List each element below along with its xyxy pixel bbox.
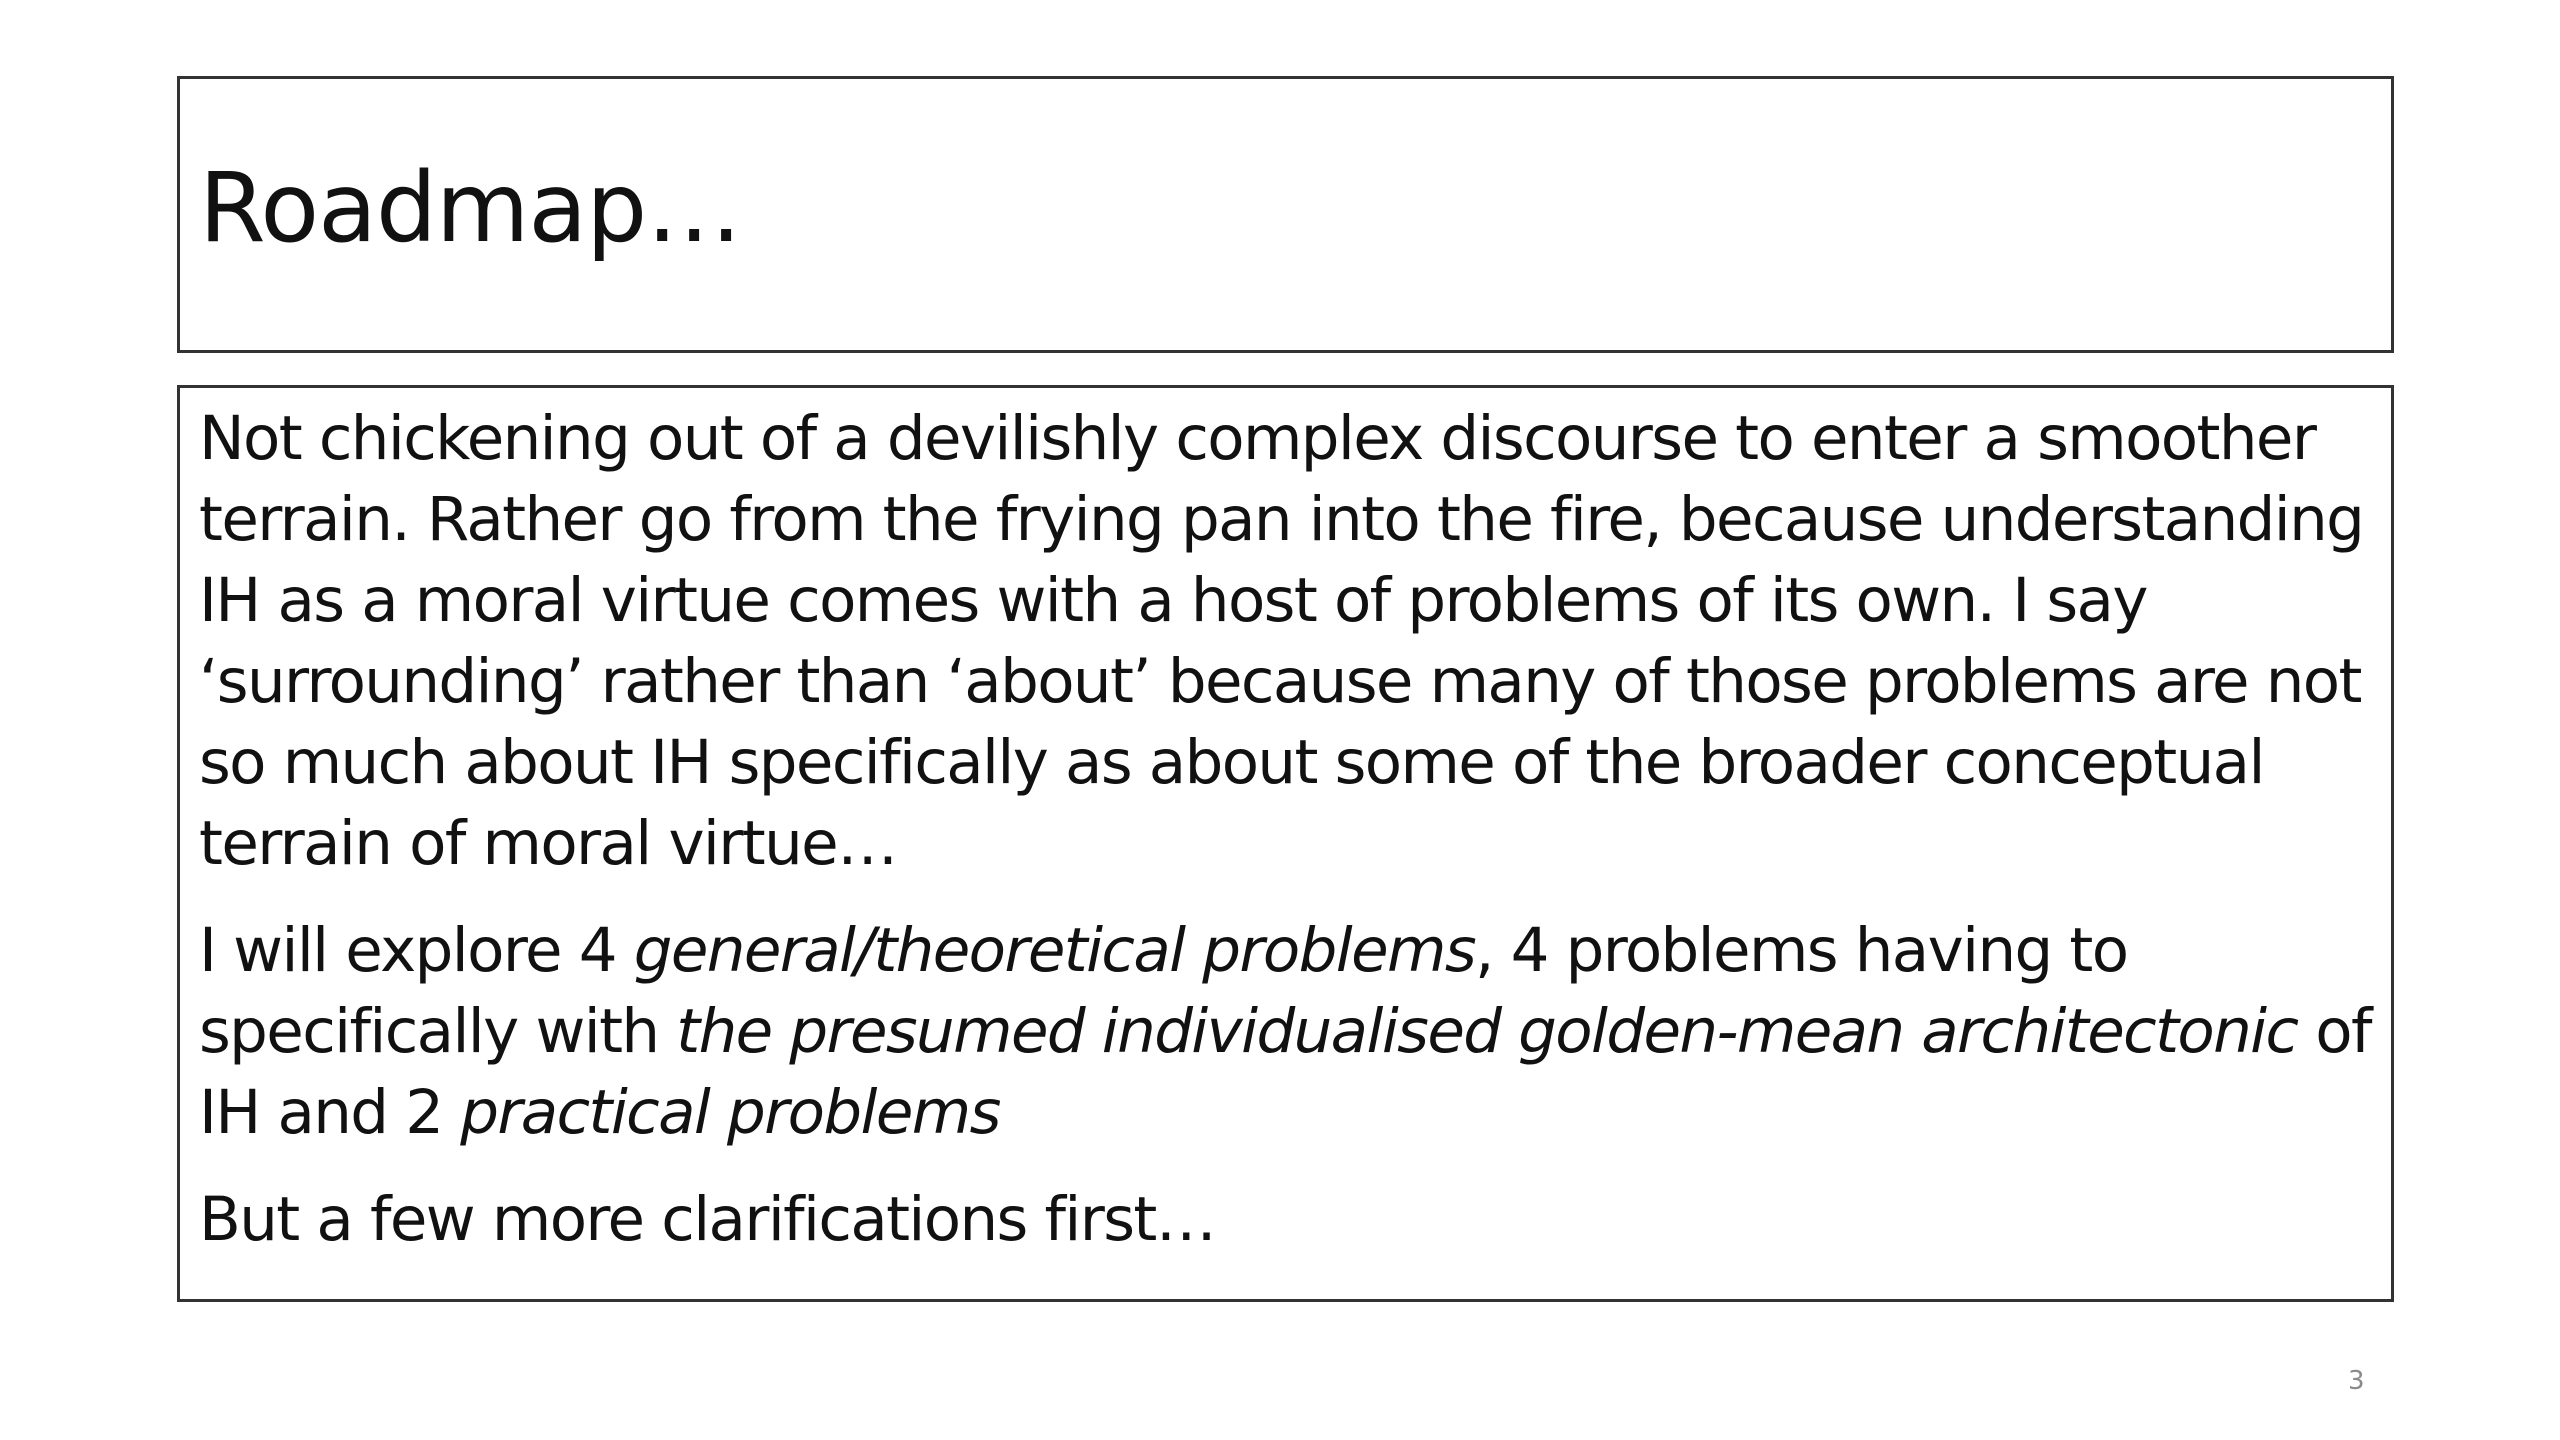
- slide-title: Roadmap…: [199, 152, 742, 264]
- paragraph-problems-overview: [199, 910, 2375, 1153]
- paragraph-2-italic-3: practical problems: [460, 1077, 1000, 1148]
- paragraph-2-text-2: , 4 problems having to specifically with: [199, 915, 2128, 1067]
- paragraph-2-text-1: I will explore 4: [199, 915, 634, 986]
- content-placeholder: [177, 385, 2394, 1302]
- paragraph-2-italic-2: the presumed individualised golden-mean architectonic: [676, 996, 2298, 1067]
- paragraph-2-italic-1: general/theoretical problems: [633, 915, 1475, 986]
- paragraph-2-text-3: of IH and 2: [199, 996, 2371, 1148]
- title-placeholder: [177, 76, 2394, 353]
- slide-number: 3: [2348, 1366, 2365, 1396]
- paragraph-clarifications: But a few more clarifications first…: [199, 1184, 1216, 1255]
- paragraph-intro: Not chickening out of a devilishly complex discourse to enter a smoother terrain. Rather go from the frying pan into the fire, because understanding IH as a moral virtue comes with a host of problems of its own. I say ‘surrounding’ rather than ‘about’ because many of those problems are not so much about IH specifically as about some of the broader conceptual terrain of moral virtue…: [199, 403, 2364, 879]
